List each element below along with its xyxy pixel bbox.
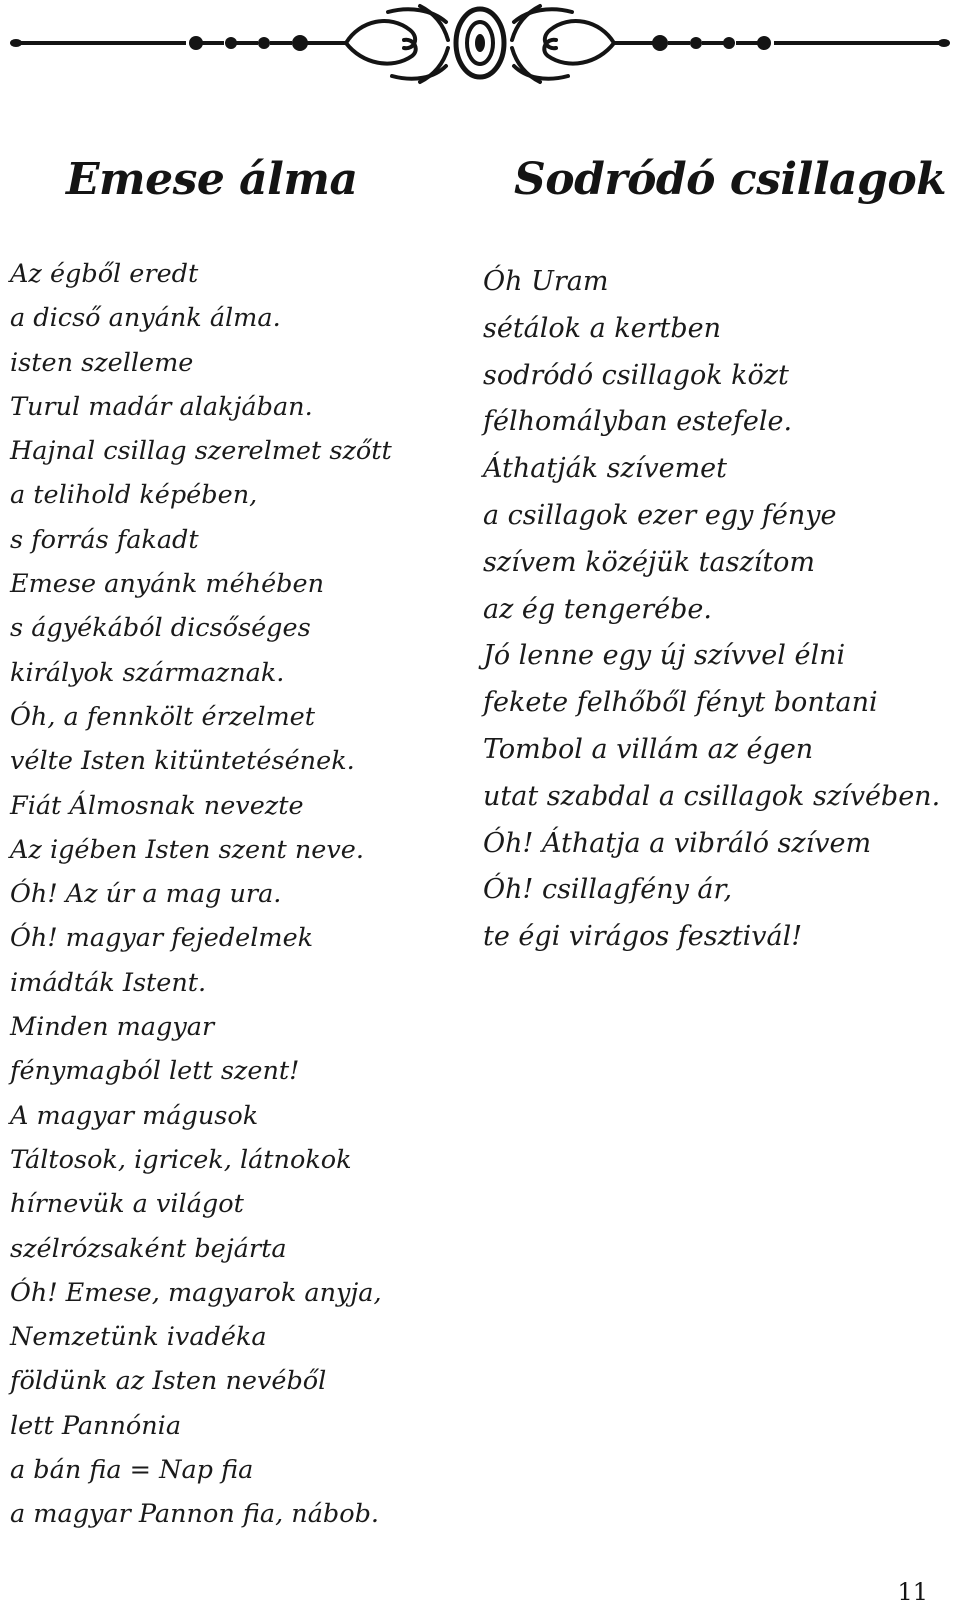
poem-line: fénymagból lett szent! xyxy=(10,1056,300,1087)
poem-line: Jó lenne egy új szívvel élni xyxy=(483,640,846,672)
poem-line: földünk az Isten nevéből xyxy=(10,1366,327,1397)
poem-line: Óh! magyar fejedelmek xyxy=(10,923,314,954)
poem-line: Turul madár alakjában. xyxy=(10,391,313,422)
decorative-divider-icon xyxy=(0,0,960,90)
right-poem-title: Sodródó csillagok xyxy=(514,154,947,205)
poem-line: Minden magyar xyxy=(10,1012,215,1043)
poem-line: Fiát Álmosnak nevezte xyxy=(10,790,304,821)
poem-line: Óh! Az úr a mag ura. xyxy=(10,879,282,910)
left-poem-title: Emese álma xyxy=(66,154,358,205)
poem-line: hírnevük a világot xyxy=(10,1189,244,1220)
right-poem-body xyxy=(483,259,940,961)
poem-line: s forrás fakadt xyxy=(10,524,199,555)
poem-line: isten szelleme xyxy=(10,347,194,378)
poem-line: félhomályban estefele. xyxy=(483,406,793,438)
poem-line: sodródó csillagok közt xyxy=(483,359,789,391)
poem-line: Nemzetünk ivadéka xyxy=(10,1322,267,1353)
poem-line: Óh! Áthatja a vibráló szívem xyxy=(483,827,872,859)
poem-line: fekete felhőből fényt bontani xyxy=(483,687,878,719)
poem-line: Az égből eredt xyxy=(10,259,199,289)
poem-line: Áthatják szívemet xyxy=(483,453,728,485)
poem-line: a bán fia = Nap fia xyxy=(10,1455,254,1486)
poem-line: Táltosok, igricek, látnokok xyxy=(10,1144,352,1175)
poem-line: Óh Uram xyxy=(483,266,609,297)
poem-line: vélte Isten kitüntetésének. xyxy=(10,746,355,777)
left-poem-body xyxy=(10,252,392,1537)
poem-line: Emese anyánk méhében xyxy=(10,569,325,600)
poem-line: Tombol a villám az égen xyxy=(483,733,814,765)
poem-line: utat szabdal a csillagok szívében. xyxy=(483,780,941,812)
poem-line: a csillagok ezer egy fénye xyxy=(483,499,837,531)
poem-line: lett Pannónia xyxy=(10,1410,182,1441)
poem-line: a dicső anyánk álma. xyxy=(10,303,281,334)
poem-line: sétálok a kertben xyxy=(483,312,722,344)
poem-line: Az igében Isten szent neve. xyxy=(10,834,364,865)
page-number: 11 xyxy=(897,1578,928,1606)
poem-line: Hajnal csillag szerelmet szőtt xyxy=(10,436,392,467)
poem-line: A magyar mágusok xyxy=(10,1100,259,1131)
poem-line: Óh, a fennkölt érzelmet xyxy=(10,701,316,732)
poem-line: szélrózsaként bejárta xyxy=(10,1233,287,1264)
poem-line: az ég tengerébe. xyxy=(483,593,712,625)
poem-line: Óh! csillagfény ár, xyxy=(483,874,733,906)
poem-line: s ágyékából dicsőséges xyxy=(10,613,311,644)
poem-line: szívem közéjük taszítom xyxy=(483,546,816,578)
poem-line: a magyar Pannon fia, nábob. xyxy=(10,1499,380,1530)
poem-line: Óh! Emese, magyarok anyja, xyxy=(10,1277,382,1308)
poem-line: királyok származnak. xyxy=(10,657,285,688)
poem-line: te égi virágos fesztivál! xyxy=(483,921,803,953)
poem-line: imádták Istent. xyxy=(10,967,207,998)
poem-line: a telihold képében, xyxy=(10,480,258,511)
